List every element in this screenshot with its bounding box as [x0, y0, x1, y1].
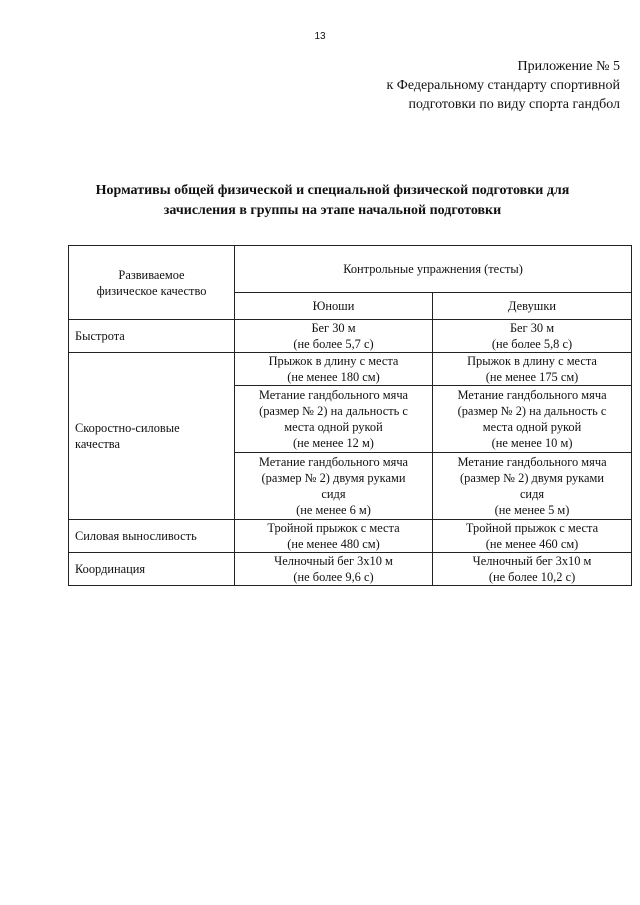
norms-table: [68, 245, 632, 586]
quality-cell: Координация: [69, 553, 235, 586]
girls-cell: [433, 520, 632, 553]
boys-cell: [235, 520, 433, 553]
cell-line: (не менее 180 см): [287, 370, 380, 384]
cell-line: качества: [75, 437, 120, 451]
cell-line: (не менее 175 см): [485, 370, 579, 384]
boys-cell: [235, 553, 433, 586]
cell-line: (не менее 12 м): [293, 436, 374, 450]
table-row: [69, 320, 632, 353]
cell-line: (не более 5,8 с): [491, 337, 573, 351]
table-header-row: [69, 246, 632, 293]
cell-line: места одной рукой: [482, 420, 582, 434]
page-number: 13: [314, 31, 326, 42]
cell-line: Бег 30 м: [509, 321, 555, 335]
header-quality-line-2: физическое качество: [96, 283, 207, 298]
cell-line: (размер № 2) двумя руками: [460, 471, 604, 485]
cell-line: Челночный бег 3х10 м: [472, 554, 592, 568]
girls-cell: [433, 320, 632, 353]
cell-line: (не менее 460 см): [485, 537, 579, 551]
appendix-line-2: к Федеральному стандарту спортивной: [386, 78, 620, 93]
header-boys: Юноши: [235, 293, 433, 320]
boys-cell: [235, 386, 433, 453]
title-line-1: Нормативы общей физической и специальной физической подготовки для: [95, 183, 570, 198]
cell-line: Тройной прыжок с места: [465, 521, 599, 535]
table-row: [69, 520, 632, 553]
cell-line: Прыжок в длину с места: [467, 354, 597, 368]
title-line-2: зачисления в группы на этапе начальной подготовки: [163, 203, 502, 218]
table-row: [69, 353, 632, 386]
appendix-line-3: подготовки по виду спорта гандбол: [408, 97, 620, 112]
cell-line: (размер № 2) на дальность с: [259, 404, 408, 418]
girls-cell: [433, 386, 632, 453]
cell-line: (не более 10,2 с): [488, 570, 576, 584]
appendix-line-1: Приложение № 5: [517, 59, 620, 74]
girls-cell: [433, 553, 632, 586]
quality-cell: Быстрота: [69, 320, 235, 353]
cell-line: Метание гандбольного мяча: [457, 455, 607, 469]
cell-line: сидя: [321, 487, 346, 501]
cell-line: Челночный бег 3х10 м: [274, 554, 393, 568]
table-row: [69, 553, 632, 586]
cell-line: Метание гандбольного мяча: [457, 388, 607, 402]
quality-cell: [69, 353, 235, 520]
header-quality-line-1: Развиваемое: [118, 267, 185, 282]
cell-line: (не менее 5 м): [494, 503, 570, 517]
cell-line: Бег 30 м: [311, 321, 356, 335]
cell-line: (не менее 480 см): [287, 537, 380, 551]
cell-line: Тройной прыжок с места: [267, 521, 400, 535]
boys-cell: [235, 320, 433, 353]
quality-cell: Силовая выносливость: [69, 520, 235, 553]
boys-cell: [235, 353, 433, 386]
cell-line: (не менее 6 м): [296, 503, 371, 517]
cell-line: Скоростно-силовые: [75, 421, 180, 435]
cell-line: (размер № 2) на дальность с: [457, 404, 607, 418]
girls-cell: [433, 453, 632, 520]
cell-line: (размер № 2) двумя руками: [261, 471, 406, 485]
document-title: [40, 181, 625, 221]
cell-line: сидя: [519, 487, 545, 501]
girls-cell: [433, 353, 632, 386]
cell-line: (не более 5,7 с): [293, 337, 374, 351]
cell-line: Прыжок в длину с места: [268, 354, 399, 368]
header-quality: [69, 246, 235, 320]
cell-line: Метание гандбольного мяча: [258, 388, 409, 402]
cell-line: Метание гандбольного мяча: [258, 455, 409, 469]
cell-line: (не менее 10 м): [491, 436, 573, 450]
header-tests: Контрольные упражнения (тесты): [235, 246, 632, 293]
cell-line: (не более 9,6 с): [293, 570, 374, 584]
cell-line: места одной рукой: [284, 420, 383, 434]
boys-cell: [235, 453, 433, 520]
appendix-reference: [300, 57, 620, 114]
header-girls: Девушки: [433, 293, 632, 320]
